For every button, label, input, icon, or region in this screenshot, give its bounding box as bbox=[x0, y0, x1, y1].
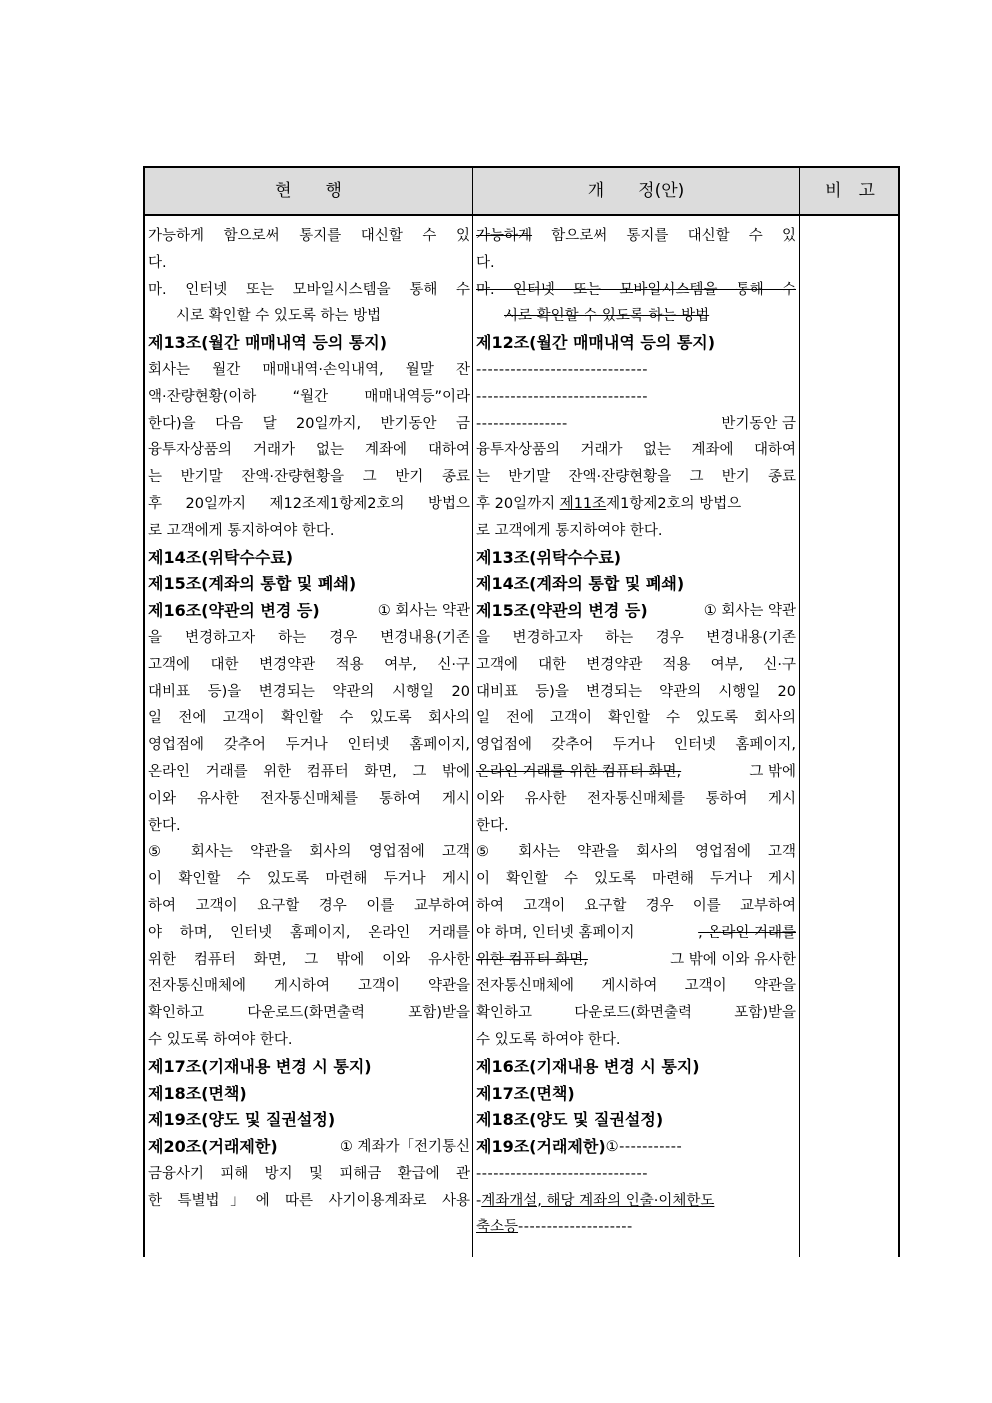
header-current: 현 행 bbox=[275, 181, 342, 201]
article-heading: 제17조(기재내용 변경 시 통지) bbox=[148, 1056, 372, 1076]
text-line: 전자통신매체에 게시하여 고객이 약관을 bbox=[476, 978, 796, 995]
column-divider bbox=[472, 168, 473, 1257]
text-line: 한다)을 다음 달 20일까지, 반기동안 금 bbox=[148, 415, 470, 432]
text-fragment: 제1항제2호의 방법으 bbox=[606, 495, 742, 512]
dash-fragment: ---------------- bbox=[476, 415, 568, 432]
deleted-text: 온라인 거래를 위한 컴퓨터 화면, bbox=[476, 763, 682, 780]
text-line bbox=[476, 1188, 796, 1215]
text-line bbox=[476, 223, 796, 250]
text-fragment: 함으로써 통지를 대신할 수 있 bbox=[532, 228, 796, 244]
article-heading: 제17조(면책) bbox=[476, 1083, 575, 1103]
article-heading: 제16조(기재내용 변경 시 통지) bbox=[476, 1056, 700, 1076]
text-fragment: ①----------- bbox=[605, 1139, 683, 1156]
text-line: 고객에 대한 변경약관 적용 여부, 신·구 bbox=[476, 656, 796, 673]
inserted-text: 축소등 bbox=[476, 1219, 519, 1236]
article-heading: 제13조(월간 매매내역 등의 통지) bbox=[148, 333, 388, 353]
dash-line: ------------------------------ bbox=[476, 361, 648, 378]
text-line: 가능하게 함으로써 통지를 대신할 수 있 bbox=[148, 228, 470, 244]
text-line: 한다. bbox=[476, 817, 509, 834]
text-line: 확인하고 다운로드(화면출력 포함)받을 bbox=[148, 1005, 470, 1022]
text-line: 금융사기 피해 방지 및 피해금 환급에 관 bbox=[148, 1165, 470, 1182]
text-line bbox=[476, 598, 796, 625]
inserted-text: 제11조 bbox=[559, 495, 607, 512]
text-line: 이와 유사한 전자통신매체를 통하여 게시 bbox=[148, 790, 470, 807]
text-fragment: 반기동안 금 bbox=[716, 415, 796, 432]
article-heading: 제19조(양도 및 질권설정) bbox=[148, 1110, 336, 1130]
text-line: 마. 인터넷 또는 모바일시스템을 통해 수 bbox=[148, 281, 470, 298]
dash-line: ------------------------------ bbox=[476, 388, 648, 405]
text-line: 는 반기말 잔액·잔량현황을 그 반기 종료 bbox=[476, 469, 796, 486]
table-header bbox=[145, 168, 898, 216]
text-line: 확인하고 다운로드(화면출력 포함)받을 bbox=[476, 1005, 796, 1022]
text-line: 회사는 월간 매매내역·손익내역, 월말 잔 bbox=[148, 361, 470, 378]
text-line: 하여 고객이 요구할 경우 이를 교부하여 bbox=[476, 897, 796, 914]
deleted-text: 가능하게 bbox=[476, 228, 533, 244]
text-line bbox=[148, 1134, 470, 1161]
article-heading: 제14조(위탁수수료) bbox=[148, 547, 294, 567]
text-line: 수 있도록 하여야 한다. bbox=[148, 1031, 293, 1048]
text-line: 다. bbox=[476, 254, 495, 271]
text-line bbox=[476, 411, 796, 438]
deleted-text: , 온라인 거래를 bbox=[698, 924, 796, 941]
text-line bbox=[476, 1214, 796, 1241]
text-line bbox=[476, 947, 796, 974]
article-heading: 제19조(거래제한) bbox=[476, 1137, 606, 1157]
inserted-text: 계좌개설, 해당 계좌의 인출·이체한도 bbox=[481, 1192, 715, 1209]
article-heading: 제18조(면책) bbox=[148, 1083, 247, 1103]
dash-line: ------------------------------ bbox=[476, 1165, 648, 1182]
text-fragment: 후 20일까지 bbox=[476, 495, 560, 512]
text-fragment: 야 하며, 인터넷 홈페이지 bbox=[476, 924, 635, 941]
deleted-text: 위한 컴퓨터 화면, bbox=[476, 951, 588, 968]
text-line: 을 변경하고자 하는 경우 변경내용(기존 bbox=[476, 629, 796, 646]
text-line: 대비표 등)을 변경되는 약관의 시행일 20 bbox=[148, 683, 470, 700]
text-line bbox=[476, 759, 796, 786]
deleted-line: 마. 인터넷 또는 모바일시스템을 통해 수 bbox=[476, 281, 796, 298]
text-line: 전자통신매체에 게시하여 고객이 약관을 bbox=[148, 978, 470, 995]
text-line: 영업점에 갖추어 두거나 인터넷 홈페이지, bbox=[148, 737, 470, 754]
text-line: ⑤ 회사는 약관을 회사의 영업점에 고객 bbox=[148, 844, 470, 861]
article-heading: 제12조(월간 매매내역 등의 통지) bbox=[476, 333, 716, 353]
text-line: 위한 컴퓨터 화면, 그 밖에 이와 유사한 bbox=[148, 951, 470, 968]
article-heading: 제18조(양도 및 질권설정) bbox=[476, 1110, 664, 1130]
text-line: 융투자상품의 거래가 없는 계좌에 대하여 bbox=[148, 442, 470, 459]
text-line bbox=[476, 1134, 796, 1161]
text-line: 다. bbox=[148, 254, 167, 271]
text-line: 로 고객에게 통지하여야 한다. bbox=[476, 522, 663, 539]
text-line: ⑤ 회사는 약관을 회사의 영업점에 고객 bbox=[476, 844, 796, 861]
article-heading: 제15조(약관의 변경 등) bbox=[476, 601, 648, 621]
text-line: 수 있도록 하여야 한다. bbox=[476, 1031, 621, 1048]
text-line: 대비표 등)을 변경되는 약관의 시행일 20 bbox=[476, 683, 796, 700]
text-line: 하여 고객이 요구할 경우 이를 교부하여 bbox=[148, 897, 470, 914]
text-line: 이 확인할 수 있도록 마련해 두거나 게시 bbox=[148, 871, 470, 888]
revised-column bbox=[476, 223, 796, 1241]
text-fragment: 그 밖에 bbox=[744, 763, 796, 780]
text-line: 시로 확인할 수 있도록 하는 방법 bbox=[176, 308, 382, 325]
text-line: 이와 유사한 전자통신매체를 통하여 게시 bbox=[476, 790, 796, 807]
text-fragment: 그 밖에 이와 유사한 bbox=[665, 951, 796, 968]
column-divider bbox=[799, 168, 800, 1257]
text-fragment: ① 계좌가「전기통신 bbox=[339, 1139, 470, 1156]
text-line: 이 확인할 수 있도록 마련해 두거나 게시 bbox=[476, 871, 796, 888]
text-line: 후 20일까지 제12조제1항제2호의 방법으 bbox=[148, 495, 470, 512]
text-fragment: ① 회사는 약관 bbox=[377, 603, 470, 620]
text-line: 고객에 대한 변경약관 적용 여부, 신·구 bbox=[148, 656, 470, 673]
text-line: 는 반기말 잔액·잔량현황을 그 반기 종료 bbox=[148, 469, 470, 486]
article-heading: 제13조(위탁수수료) bbox=[476, 547, 622, 567]
article-heading: 제16조(약관의 변경 등) bbox=[148, 601, 320, 621]
header-remarks: 비 고 bbox=[825, 181, 875, 201]
text-line bbox=[476, 920, 796, 947]
text-line: 로 고객에게 통지하여야 한다. bbox=[148, 522, 335, 539]
text-line: 영업점에 갖추어 두거나 인터넷 홈페이지, bbox=[476, 737, 796, 754]
comparison-table bbox=[143, 166, 900, 1257]
dash-fragment: - bbox=[476, 1192, 482, 1209]
text-line: 한다. bbox=[148, 817, 181, 834]
text-line: 을 변경하고자 하는 경우 변경내용(기존 bbox=[148, 629, 470, 646]
text-line: 융투자상품의 거래가 없는 계좌에 대하여 bbox=[476, 442, 796, 459]
text-line: 액·잔량현황(이하 “월간 매매내역등”이라 bbox=[148, 388, 470, 405]
text-fragment: ① 회사는 약관 bbox=[703, 603, 796, 620]
text-line: 일 전에 고객이 확인할 수 있도록 회사의 bbox=[148, 710, 470, 727]
text-line bbox=[148, 598, 470, 625]
text-line bbox=[476, 491, 796, 518]
header-revised: 개 정(안) bbox=[587, 181, 685, 201]
deleted-line: 시로 확인할 수 있도록 하는 방법 bbox=[504, 308, 710, 325]
text-line: 일 전에 고객이 확인할 수 있도록 회사의 bbox=[476, 710, 796, 727]
text-line: 야 하며, 인터넷 홈페이지, 온라인 거래를 bbox=[148, 924, 470, 941]
current-column bbox=[148, 223, 470, 1214]
dash-fragment: -------------------- bbox=[518, 1219, 633, 1236]
article-heading: 제20조(거래제한) bbox=[148, 1137, 278, 1157]
text-line: 한 특별법」에 따른 사기이용계좌로 사용 bbox=[148, 1192, 470, 1209]
text-line: 온라인 거래를 위한 컴퓨터 화면, 그 밖에 bbox=[148, 763, 470, 780]
article-heading: 제15조(계좌의 통합 및 폐쇄) bbox=[148, 574, 357, 594]
article-heading: 제14조(계좌의 통합 및 폐쇄) bbox=[476, 574, 685, 594]
